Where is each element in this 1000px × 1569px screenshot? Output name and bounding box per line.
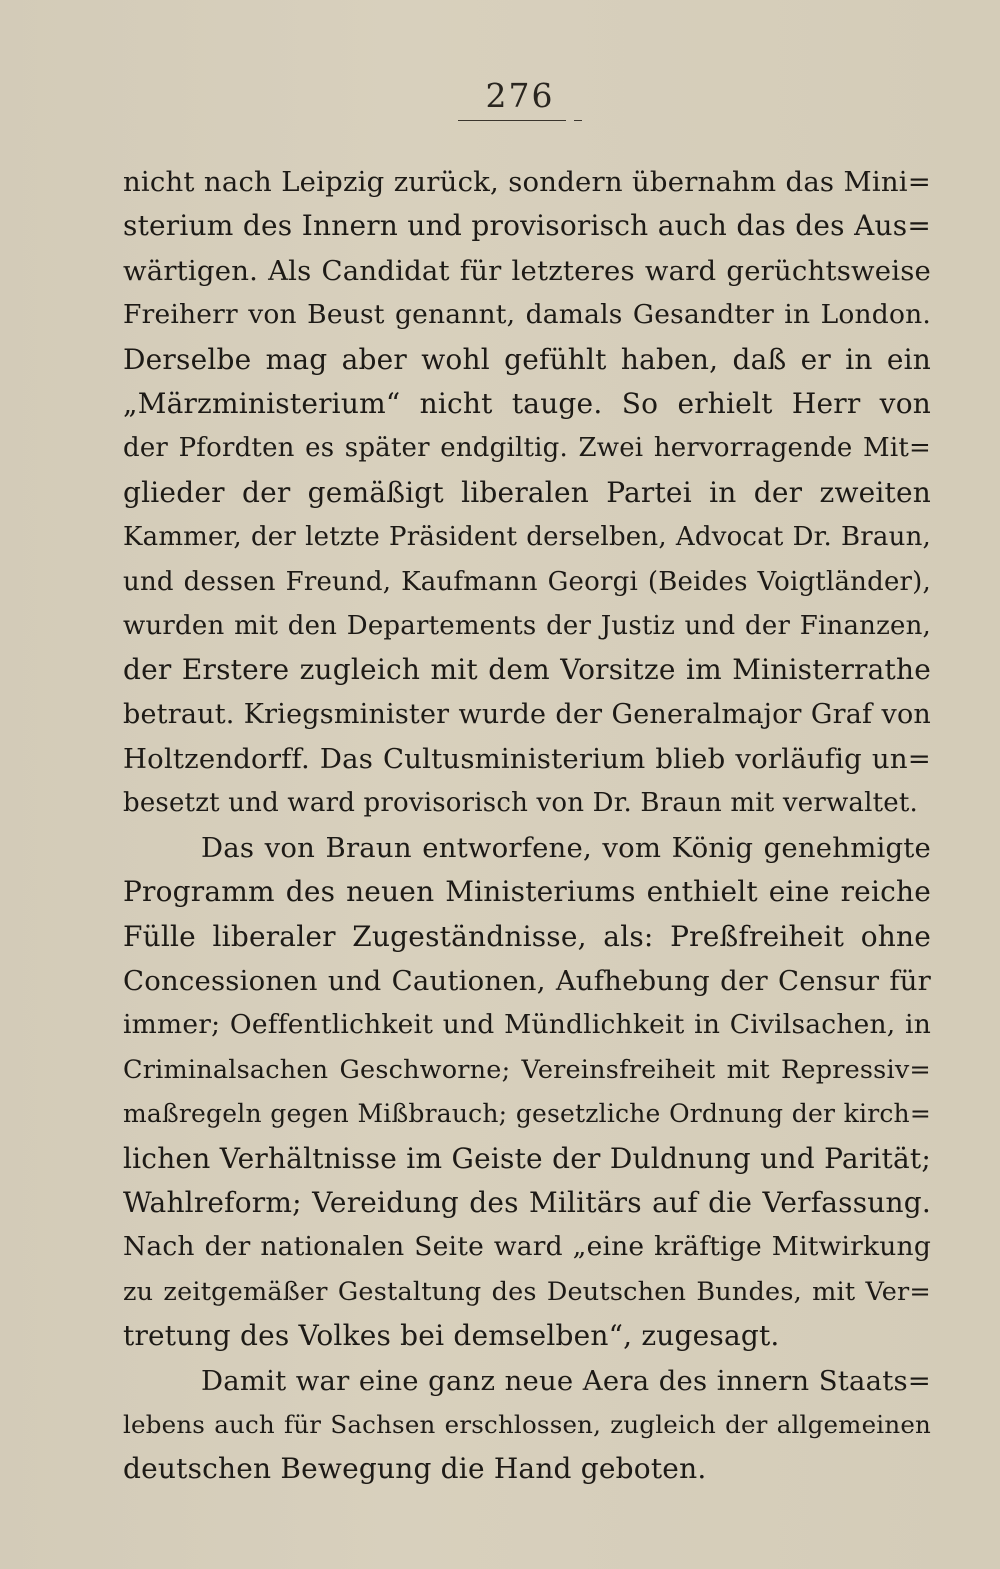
- header-rule: [458, 120, 566, 121]
- text-line: nicht nach Leipzig zurück, sondern übernahm das Mini=: [123, 166, 931, 198]
- text-line: Wahlreform; Vereidung des Militärs auf die Verfassung.: [123, 1185, 931, 1219]
- page-number: 276: [485, 76, 555, 115]
- text-line: lebens auch für Sachsen erschlossen, zugleich der allgemeinen: [123, 1409, 931, 1439]
- text-line: Criminalsachen Geschworne; Vereinsfreiheit mit Repressiv=: [123, 1054, 931, 1085]
- text-line: Concessionen und Cautionen, Aufhebung der Censur für: [123, 965, 931, 998]
- paragraph-end-line: deutschen Bewegung die Hand geboten.: [123, 1452, 707, 1486]
- text-line: immer; Oeffentlichkeit und Mündlichkeit in Civilsachen, in: [123, 1009, 931, 1041]
- header-rule-tick: [574, 120, 582, 121]
- text-line: Nach der nationalen Seite ward „eine kräftige Mitwirkung: [123, 1231, 931, 1263]
- paragraph-end-line: tretung des Volkes bei demselben“, zugesagt.: [123, 1319, 780, 1353]
- text-line: Fülle liberaler Zugeständnisse, als: Preßfreiheit ohne: [123, 919, 931, 953]
- text-line: Freiherr von Beust genannt, damals Gesandter in London.: [123, 299, 931, 331]
- paragraph-start-line: Das von Braun entworfene, vom König genehmigte: [201, 831, 931, 864]
- text-line: Derselbe mag aber wohl gefühlt haben, daß er in ein: [123, 342, 931, 376]
- text-line: der Pfordten es später endgiltig. Zwei hervorragende Mit=: [123, 433, 931, 464]
- text-line: glieder der gemäßigt liberalen Partei in der zweiten: [123, 475, 931, 509]
- paragraph-start-line: Damit war eine ganz neue Aera des innern Staats=: [201, 1364, 931, 1397]
- text-line: Holtzendorff. Das Cultusministerium blieb vorläufig un=: [123, 743, 931, 776]
- text-line: lichen Verhältnisse im Geiste der Duldnung und Parität;: [123, 1141, 931, 1175]
- text-line: „Märzministerium“ nicht tauge. So erhielt Herr von: [123, 386, 931, 420]
- paragraph-end-line: besetzt und ward provisorisch von Dr. Braun mit verwaltet.: [123, 788, 918, 819]
- text-line: Programm des neuen Ministeriums enthielt eine reiche: [123, 875, 931, 909]
- text-line: der Erstere zugleich mit dem Vorsitze im Ministerrathe: [123, 653, 931, 687]
- text-line: zu zeitgemäßer Gestaltung des Deutschen Bundes, mit Ver=: [123, 1276, 931, 1307]
- text-line: betraut. Kriegsminister wurde der Generalmajor Graf von: [123, 698, 931, 730]
- body-text: [123, 160, 931, 1492]
- text-line: wärtigen. Als Candidat für letzteres ward gerüchtsweise: [123, 254, 931, 287]
- text-line: maßregeln gegen Mißbrauch; gesetzliche Ordnung der kirch=: [123, 1099, 931, 1129]
- text-line: Kammer, der letzte Präsident derselben, Advocat Dr. Braun,: [123, 522, 931, 553]
- text-line: wurden mit den Departements der Justiz und der Finanzen,: [123, 610, 931, 641]
- text-line: sterium des Innern und provisorisch auch das des Aus=: [123, 209, 931, 243]
- text-line: und dessen Freund, Kaufmann Georgi (Beides Voigtländer),: [123, 566, 931, 597]
